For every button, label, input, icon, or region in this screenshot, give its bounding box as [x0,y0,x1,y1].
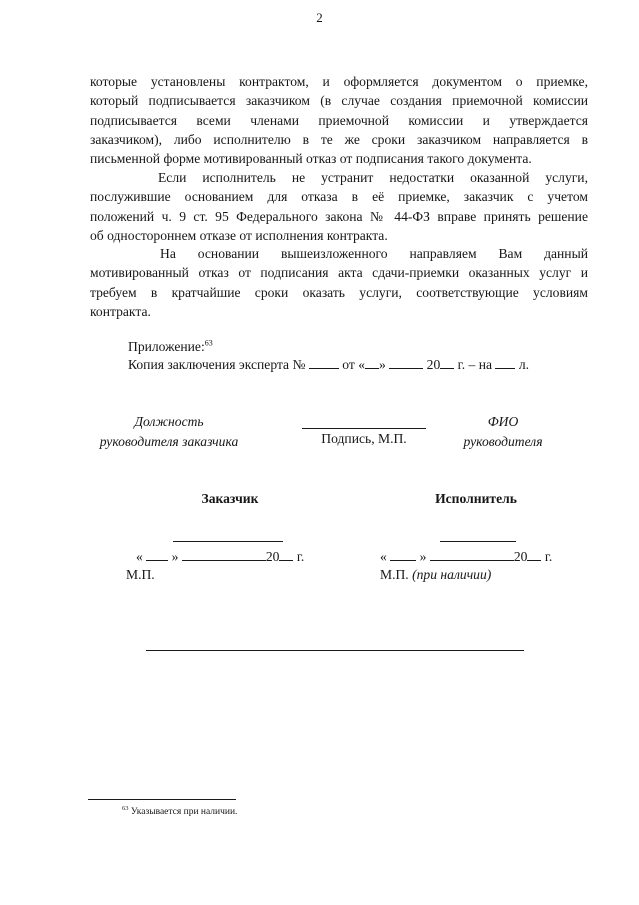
contractor-signature-line [440,541,516,542]
footnote-ref: 63 [204,338,213,348]
year-prefix: 20 [265,549,280,564]
position-line1: Должность [134,414,204,429]
blank-year [527,548,541,561]
text-line: заказчиком), либо исполнителю в те же сроки заказчиком направляется в [90,131,588,147]
attachment-label: Приложение: [128,339,205,354]
blank-day [390,548,416,561]
text-line: подписывается всеми членами приемочной комиссии и утверждается [90,112,588,128]
footnote-text: Указывается при наличии. [130,807,238,817]
blank-day [146,548,168,561]
separator-line [146,650,524,651]
attachment-label-row [128,338,529,356]
blank-month [430,548,514,561]
text-line: мотивированный отказ от подписания акта сдачи-приемки оказанных услуг и [90,265,588,281]
stamp-note: (при наличии) [412,567,492,582]
signature-caption: Подпись, М.П. [321,431,407,446]
text-line: который подписывается заказчиком (в случае создания приемочной комиссии [90,93,588,109]
text-line: контракта. [90,303,151,319]
text-line: письменной форме мотивированный отказ от подписания такого документа. [90,151,532,167]
text-line: которые установлены контрактом, и оформляется документом о приемке, [90,74,588,89]
footnote-separator [88,799,236,800]
blank-pages [495,356,515,369]
fio-line1: ФИО [487,414,519,429]
attachment-line [128,356,529,374]
year-prefix: 20 [513,549,528,564]
contractor-title: Исполнитель [435,491,517,506]
quote-open: « [136,549,143,564]
fio-line2: руководителя [463,434,543,449]
attachment-text-c: » [379,357,386,372]
blank-month [182,548,266,561]
attachment-text-f: л. [518,357,529,372]
blank-month [389,356,423,369]
attachment-section [128,338,529,374]
blank-year [279,548,293,561]
text-line: положений ч. 9 ст. 95 Федерального закона № 44-ФЗ вправе принять решение [90,208,588,224]
year-suffix: г. [544,549,553,564]
text-line: послужившие основанием для отказа в её приемке, заказчик с учетом [90,189,588,205]
text-line: требуем в кратчайшие сроки оказать услуги, соответствующие условиям [90,284,588,300]
footnote-number: 63 [122,804,129,812]
footnote [122,804,238,817]
year-suffix: г. [296,549,305,564]
customer-title: Заказчик [201,491,259,506]
text-line: На основании вышеизложенного направляем Вам данный [160,246,588,261]
customer-signature-line [173,541,283,542]
position-line2: руководителя заказчика [99,434,239,449]
quote-close: » [419,549,427,564]
blank-year [440,356,454,369]
attachment-text-d: 20 [426,357,441,372]
contractor-stamp [380,567,491,583]
paragraph-defects [90,168,588,245]
customer-stamp: М.П. [126,567,155,582]
blank-day [365,356,379,369]
blank-number [309,356,339,369]
attachment-text-e: г. – на [457,357,492,372]
contractor-date [380,548,552,565]
text-line: об одностороннем отказе от исполнения контракта. [90,227,388,243]
attachment-text-b: от « [342,357,366,372]
quote-open: « [380,549,387,564]
customer-date [136,548,304,565]
text-line: Если исполнитель не устранит недостатки оказанной услуги, [158,170,588,185]
paragraph-refusal [90,244,588,321]
signature-line [302,428,426,429]
quote-close: » [171,549,179,564]
fio-label [448,412,558,452]
position-label [84,412,254,452]
attachment-text-a: Копия заключения эксперта № [128,357,306,372]
page-number: 2 [316,10,323,25]
paragraph-acceptance [90,72,588,168]
stamp-label: М.П. [380,567,409,582]
